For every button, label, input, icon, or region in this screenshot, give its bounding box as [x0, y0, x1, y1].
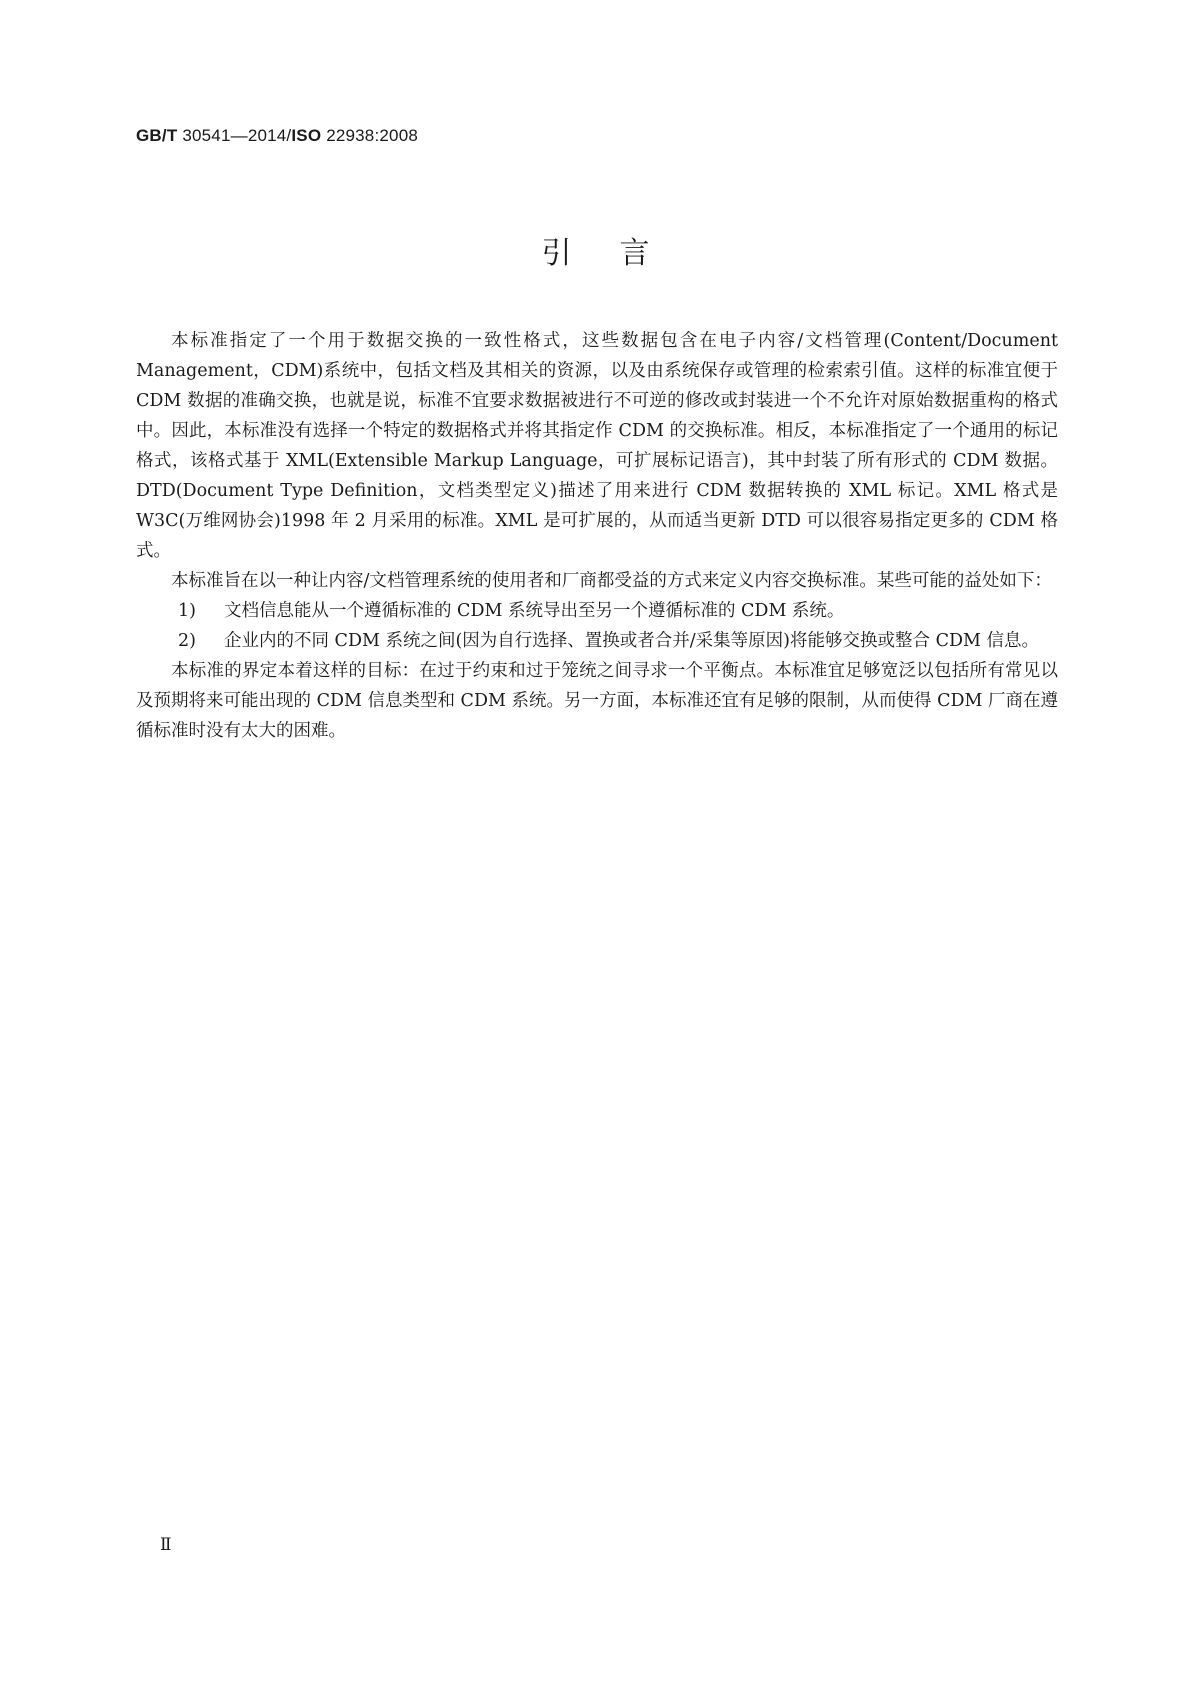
closing-paragraph: 本标准的界定本着这样的目标：在过于约束和过于笼统之间寻求一个平衡点。本标准宜足够宽泛以包括所有常见以及预期将来可能出现的 CDM 信息类型和 CDM 系统。另一方面，本标准还宜有足够的限制，从而使得 CDM 厂商在遵循标准时没有太大的困难。 [136, 661, 1058, 741]
standard-code-prefix: GB/T [136, 126, 178, 145]
standard-code-number: 30541—2014/ [177, 126, 292, 145]
list-item-text: 企业内的不同 CDM 系统之间(因为自行选择、置换或者合并/采集等原因)将能够交换或整合 CDM 信息。 [224, 631, 1039, 651]
list-item [136, 626, 1058, 656]
standard-code-iso-number: 22938:2008 [321, 126, 419, 145]
list-item-number: 1) [178, 601, 196, 621]
standard-code-iso: ISO [291, 126, 322, 145]
standard-code-header [136, 126, 418, 146]
page-title: 引言 [541, 236, 698, 271]
list-item-text: 文档信息能从一个遵循标准的 CDM 系统导出至另一个遵循标准的 CDM 系统。 [224, 601, 845, 621]
paragraph-2: 本标准旨在以一种让内容/文档管理系统的使用者和厂商都受益的方式来定义内容交换标准。某些可能的益处如下： [171, 571, 1052, 591]
paragraph-1: 本标准指定了一个用于数据交换的一致性格式，这些数据包含在电子内容/文档管理(Content/Document Management，CDM)系统中，包括文档及其相关的资源，以及由系统保存或管理的检索索引值。这样的标准宜便于 CDM 数据的准确交换，也就是说，标准不宜要求数据被进行不可逆的修改或封装进一个不允许对原始数据重构的格式中。因此，本标准没有选择一个特定的数据格式并将其指定作 CDM 的交换标准。相反，本标准指定了一个通用的标记格式，该格式基于 XML(Extensible Markup Language，可扩展标记语言)，其中封装了所有形式的 CDM 数据。DTD(Document Type Definition，文档类型定义)描述了用来进行 CDM 数据转换的 XML 标记。XML 格式是 W3C(万维网协会)1998 年 2 月采用的标准。XML 是可扩展的，从而适当更新 DTD 可以很容易指定更多的 CDM 格式。 [136, 331, 1058, 561]
list-item-number: 2) [178, 631, 196, 651]
introduction-body [136, 326, 1058, 746]
page-number: Ⅱ [160, 1535, 172, 1555]
list-item [136, 596, 1058, 626]
